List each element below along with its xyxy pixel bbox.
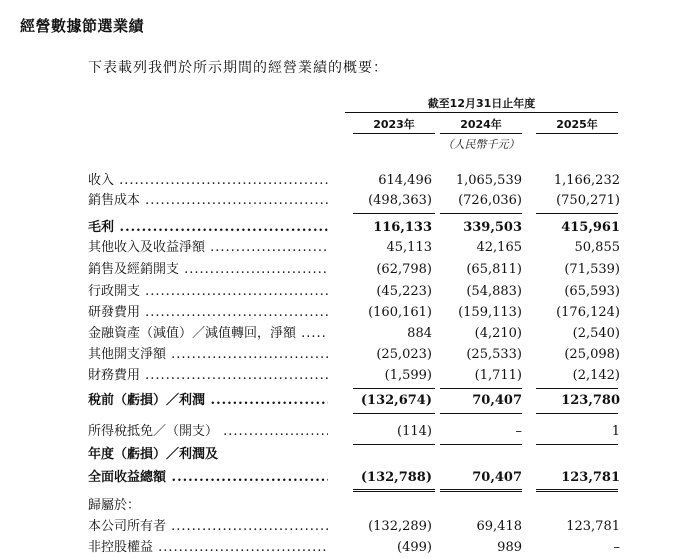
subtotal-rule [353, 388, 435, 389]
row-impairment [0, 324, 678, 344]
row-attributable-heading [0, 496, 678, 516]
row-label: 財務費用 ..... [88, 366, 328, 386]
value-2024: 1,065,539 [455, 173, 522, 188]
row-label: 非控股權益 ..... [88, 538, 328, 558]
value-2023: 116,133 [373, 220, 432, 235]
value-2025: (750,271) [556, 193, 620, 208]
row-finance-costs [0, 366, 678, 386]
value-2024: (726,036) [458, 193, 522, 208]
row-profit-and-total-heading [0, 445, 678, 465]
value-2025: (2,142) [572, 368, 620, 383]
row-label: 金融資產（減值）／減值轉回，淨額 ..... [88, 324, 328, 344]
row-profit-before-tax [0, 391, 678, 411]
value-2024: (4,210) [474, 326, 522, 341]
row-other-income [0, 238, 678, 258]
subtotal-rule [440, 413, 522, 414]
subtotal-rule [536, 388, 618, 389]
value-2025: (25,098) [564, 347, 620, 362]
intro-text: 下表載列我們於所示期間的經營業績的概要： [88, 60, 388, 76]
row-label: 行政開支 ..... [88, 282, 328, 302]
total-double-rule [536, 489, 618, 492]
value-2025: 123,781 [561, 470, 620, 485]
row-label: 歸屬於： [88, 498, 141, 513]
value-2025: 415,961 [561, 220, 620, 235]
subtotal-rule [536, 413, 618, 414]
row-admin-expenses [0, 282, 678, 302]
value-2025: 1 [611, 424, 620, 439]
value-2024: 70,407 [472, 393, 522, 408]
subtotal-rule [353, 213, 435, 214]
value-2023: 614,496 [378, 173, 432, 188]
subtotal-rule [440, 388, 522, 389]
currency-unit: （人民幣千元） [442, 138, 520, 151]
value-2024: – [515, 424, 522, 439]
year-header-2025: 2025年 [556, 118, 598, 131]
period-title: 截至12月31日止年度 [427, 97, 536, 110]
subtotal-rule [536, 213, 618, 214]
section-heading: 經營數據節選業績 [20, 17, 145, 35]
value-2023: 884 [407, 326, 432, 341]
row-label: 其他收入及收益淨額 ..... [88, 238, 328, 258]
value-2025: (65,593) [564, 284, 620, 299]
value-2025: 50,855 [574, 240, 620, 255]
row-label: 銷售成本 ..... [88, 191, 328, 211]
value-2023: (45,223) [376, 284, 432, 299]
value-2025: 123,780 [561, 393, 620, 408]
value-2023: (25,023) [376, 347, 432, 362]
row-owners [0, 517, 678, 537]
year-rule-2025 [536, 133, 618, 134]
row-non-controlling [0, 538, 678, 558]
value-2023: (1,599) [384, 368, 432, 383]
subtotal-rule [440, 213, 522, 214]
value-2023: (62,798) [376, 262, 432, 277]
value-2024: (65,811) [466, 262, 522, 277]
row-cost-of-sales [0, 191, 678, 211]
row-total-comprehensive-income [0, 468, 678, 488]
value-2023: 45,113 [386, 240, 432, 255]
total-double-rule [353, 489, 435, 492]
value-2024: (159,113) [458, 305, 522, 320]
year-rule-2024 [440, 133, 522, 134]
row-income-tax [0, 422, 678, 442]
row-revenue [0, 171, 678, 191]
row-label: 所得稅抵免／（開支） ..... [88, 422, 328, 442]
value-2023: (160,161) [368, 305, 432, 320]
row-gross-profit [0, 218, 678, 238]
row-label: 收入 ..... [88, 171, 328, 191]
value-2023: (132,674) [360, 393, 432, 408]
value-2024: 339,503 [463, 220, 522, 235]
value-2024: (54,883) [466, 284, 522, 299]
value-2024: 70,407 [472, 470, 522, 485]
value-2023: (499) [397, 540, 432, 555]
year-rule-2023 [353, 133, 435, 134]
total-double-rule [440, 489, 522, 492]
value-2025: (176,124) [556, 305, 620, 320]
row-label: 其他開支淨額 ..... [88, 345, 328, 365]
value-2024: (1,711) [474, 368, 522, 383]
row-other-expenses [0, 345, 678, 365]
row-label: 全面收益總額 ..... [88, 468, 328, 488]
row-rnd-expenses [0, 303, 678, 323]
row-label: 研發費用 ..... [88, 303, 328, 323]
value-2024: 42,165 [476, 240, 522, 255]
period-rule [345, 112, 618, 113]
row-label: 本公司所有者 ..... [88, 517, 328, 537]
value-2025: 123,781 [566, 519, 620, 534]
value-2023: (498,363) [368, 193, 432, 208]
value-2023: (132,788) [360, 470, 432, 485]
row-label: 年度（虧損）／利潤及 [88, 447, 219, 462]
value-2024: 989 [497, 540, 522, 555]
value-2023: (132,289) [368, 519, 432, 534]
row-label: 毛利 ..... [88, 218, 328, 238]
row-label: 銷售及經銷開支 ..... [88, 260, 328, 280]
value-2025: (2,540) [572, 326, 620, 341]
row-label: 稅前（虧損）／利潤 ..... [88, 391, 328, 411]
row-selling-expenses [0, 260, 678, 280]
value-2025: (71,539) [564, 262, 620, 277]
subtotal-rule [353, 413, 435, 414]
value-2025: 1,166,232 [553, 173, 620, 188]
value-2023: (114) [397, 424, 432, 439]
year-header-2023: 2023年 [373, 118, 415, 131]
value-2024: 69,418 [476, 519, 522, 534]
year-header-2024: 2024年 [460, 118, 502, 131]
value-2025: – [613, 540, 620, 555]
value-2024: (25,533) [466, 347, 522, 362]
